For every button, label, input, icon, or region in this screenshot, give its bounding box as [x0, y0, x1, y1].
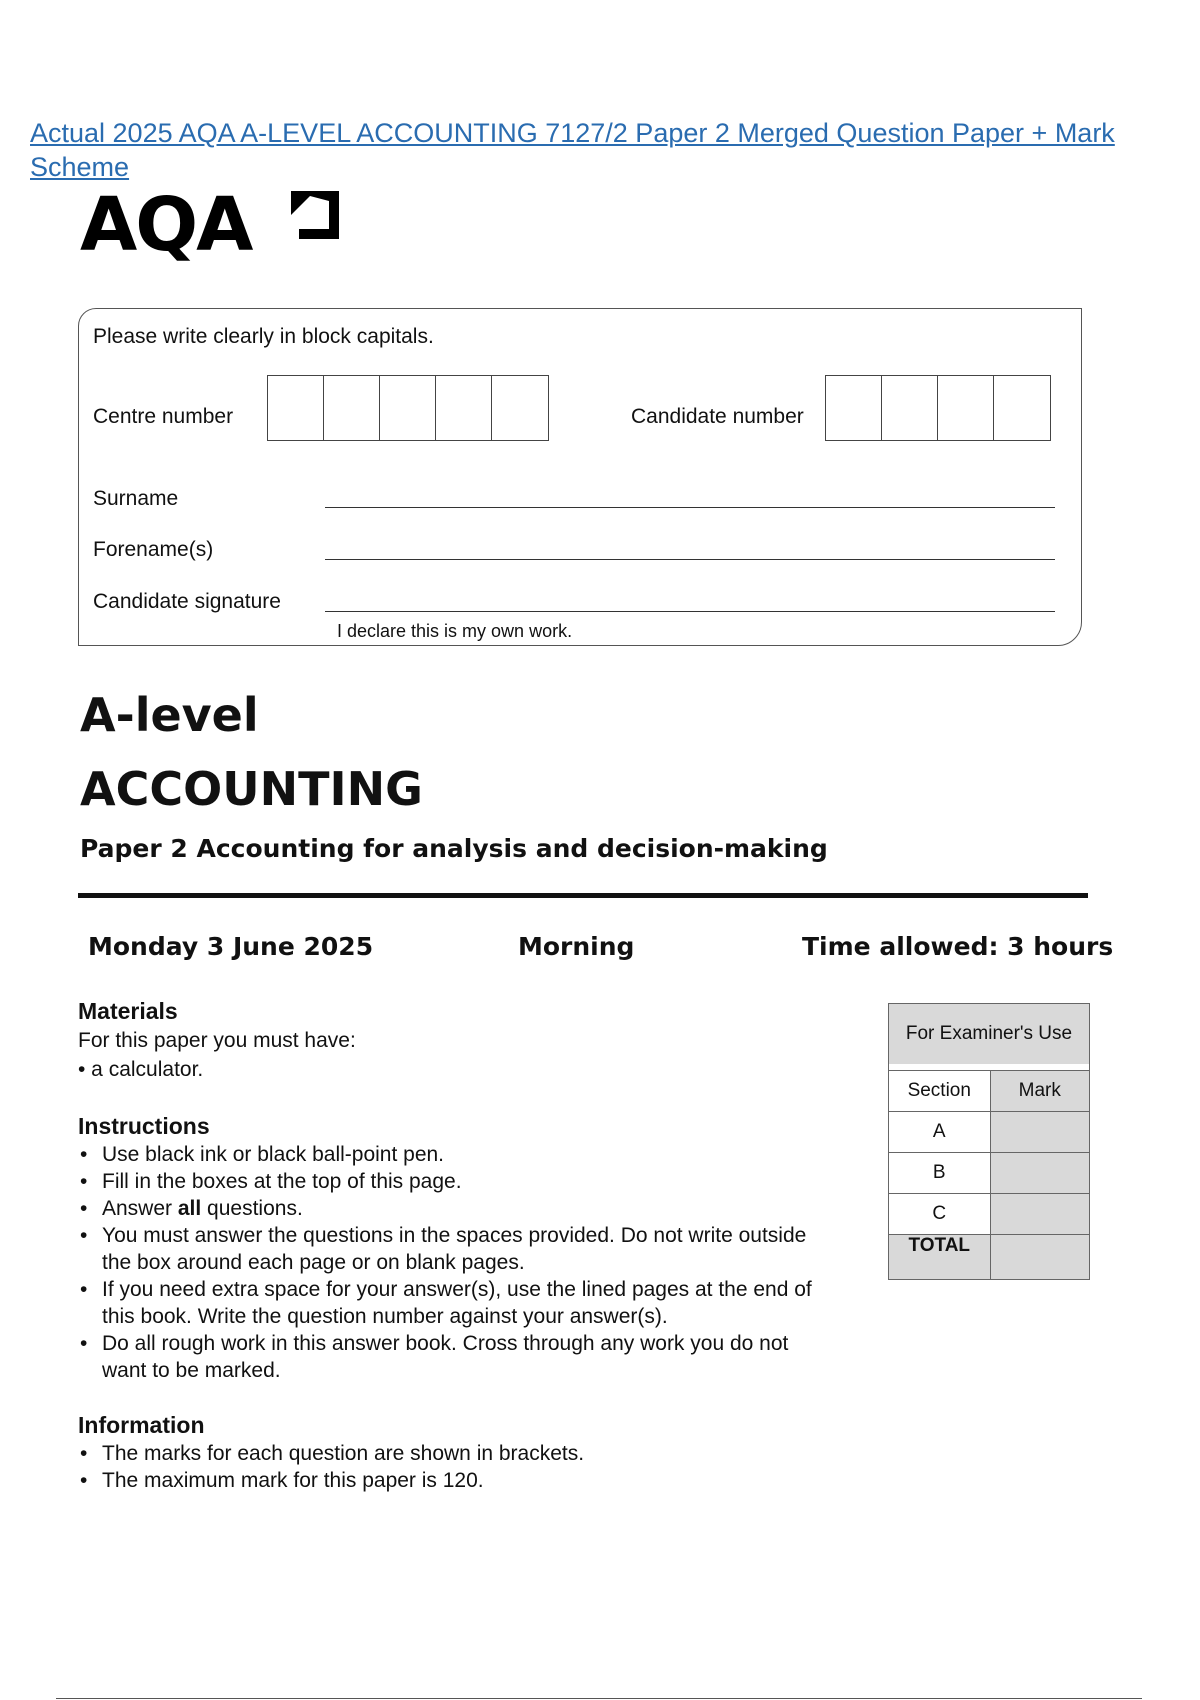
candidate-digit-box[interactable] — [994, 376, 1050, 440]
forename-line[interactable] — [325, 559, 1055, 560]
aqa-logo — [80, 182, 252, 268]
materials-heading: Materials — [78, 998, 178, 1024]
candidate-digit-box[interactable] — [826, 376, 882, 440]
centre-digit-box[interactable] — [268, 376, 324, 440]
candidate-digit-box[interactable] — [938, 376, 994, 440]
mark-cell — [990, 1194, 1090, 1235]
centre-digit-box[interactable] — [380, 376, 436, 440]
page-bottom-rule — [56, 1698, 1142, 1699]
centre-number-label: Centre number — [93, 405, 234, 428]
header-divider — [78, 893, 1088, 898]
list-item: • Answer all questions. — [78, 1195, 818, 1222]
mark-cell — [990, 1112, 1090, 1153]
section-column-header: Section — [889, 1071, 991, 1112]
paper-title: Paper 2 Accounting for analysis and decision-making — [80, 834, 828, 863]
list-item: • Use black ink or black ball-point pen. — [78, 1141, 818, 1168]
candidate-number-label: Candidate number — [631, 405, 804, 428]
document-title-link[interactable]: Actual 2025 AQA A-LEVEL ACCOUNTING 7127/2 Paper 2 Merged Question Paper + Mark Scheme — [30, 118, 1115, 182]
total-label: TOTAL — [889, 1235, 991, 1280]
time-allowed: Time allowed: 3 hours — [802, 932, 1114, 961]
examiner-use-table — [888, 1003, 1090, 1280]
total-mark-cell — [990, 1235, 1090, 1280]
forename-label: Forename(s) — [93, 538, 214, 561]
exam-date: Monday 3 June 2025 — [88, 932, 374, 961]
aqa-logo-text: AQA — [80, 182, 252, 268]
section-cell: A — [889, 1112, 991, 1153]
declaration-text: I declare this is my own work. — [337, 621, 573, 641]
centre-digit-box[interactable] — [324, 376, 380, 440]
exam-session: Morning — [518, 932, 635, 961]
examiner-table-title: For Examiner's Use — [889, 1004, 1090, 1065]
list-item: • If you need extra space for your answer(s), use the lined pages at the end of this book. Write the question number against your answer(s). — [78, 1276, 818, 1330]
block-capitals-instruction: Please write clearly in block capitals. — [93, 325, 434, 348]
qualification-level: A-level — [80, 688, 259, 742]
section-cell: B — [889, 1153, 991, 1194]
mark-cell — [990, 1153, 1090, 1194]
subject-title: ACCOUNTING — [80, 762, 423, 816]
instructions-heading: Instructions — [78, 1113, 210, 1139]
centre-digit-box[interactable] — [436, 376, 492, 440]
aqa-logo-mark-icon — [285, 185, 345, 245]
materials-intro: For this paper you must have: — [78, 1029, 356, 1052]
list-item: • You must answer the questions in the spaces provided. Do not write outside the box around each page or on blank pages. — [78, 1222, 818, 1276]
list-item: • Fill in the boxes at the top of this page. — [78, 1168, 818, 1195]
list-item: • The marks for each question are shown in brackets. — [78, 1440, 818, 1467]
materials-item: • a calculator. — [78, 1058, 204, 1081]
instructions-list — [78, 1141, 818, 1384]
candidate-number-boxes — [825, 375, 1051, 441]
surname-label: Surname — [93, 487, 179, 510]
section-cell: C — [889, 1194, 991, 1235]
centre-number-boxes — [267, 375, 549, 441]
list-item: • Do all rough work in this answer book. Cross through any work you do not want to be marked. — [78, 1330, 818, 1384]
surname-line[interactable] — [325, 507, 1055, 508]
information-heading: Information — [78, 1412, 205, 1438]
candidate-details-box — [78, 308, 1082, 646]
information-list — [78, 1440, 818, 1494]
signature-line[interactable] — [325, 611, 1055, 612]
mark-column-header: Mark — [990, 1071, 1090, 1112]
centre-digit-box[interactable] — [492, 376, 548, 440]
candidate-digit-box[interactable] — [882, 376, 938, 440]
list-item: • The maximum mark for this paper is 120. — [78, 1467, 818, 1494]
signature-label: Candidate signature — [93, 590, 281, 613]
